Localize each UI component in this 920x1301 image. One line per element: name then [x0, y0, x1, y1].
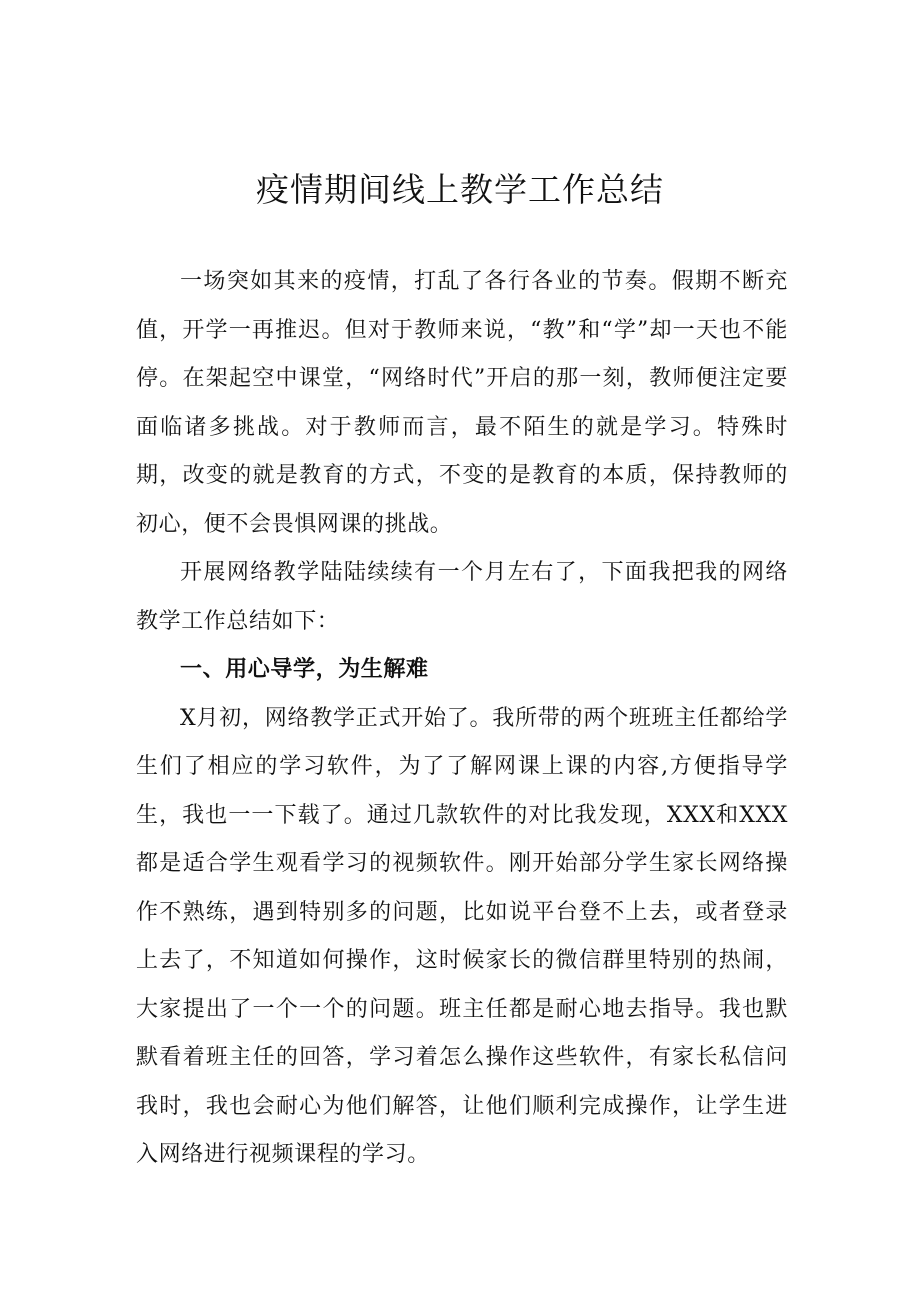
- overview-paragraph: 开展网络教学陆陆续续有一个月左右了，下面我把我的网络教学工作总结如下：: [136, 560, 788, 634]
- intro-paragraph: 一场突如其来的疫情，打乱了各行各业的节奏。假期不断充值，开学一再推迟。但对于教师来说，“教”和“学”却一天也不能停。在架起空中课堂，“网络时代”开启的那一刻，教师便注定要面临诸多挑战。对于教师而言，最不陌生的就是学习。特殊时期，改变的就是教育的方式，不变的是教育的本质，保持教师的初心，便不会畏惧网课的挑战。: [136, 269, 788, 537]
- section-1-paragraph: X月初，网络教学正式开始了。我所带的两个班班主任都给学生们了相应的学习软件，为了了解网课上课的内容,方便指导学生，我也一一下载了。通过几款软件的对比我发现，XXX和XXX都是适合学生观看学习的视频软件。刚开始部分学生家长网络操作不熟练，遇到特别多的问题，比如说平台登不上去，或者登录上去了，不知道如何操作，这时候家长的微信群里特别的热闹，大家提出了一个一个的问题。班主任都是耐心地去指导。我也默默看着班主任的回答，学习着怎么操作这些软件，有家长私信问我时，我也会耐心为他们解答，让他们顺利完成操作，让学生进入网络进行视频课程的学习。: [136, 705, 788, 1167]
- section-1-heading: 一、用心导学，为生解难: [180, 657, 429, 682]
- document-body: [136, 258, 788, 1180]
- document-title: 疫情期间线上教学工作总结: [256, 170, 664, 209]
